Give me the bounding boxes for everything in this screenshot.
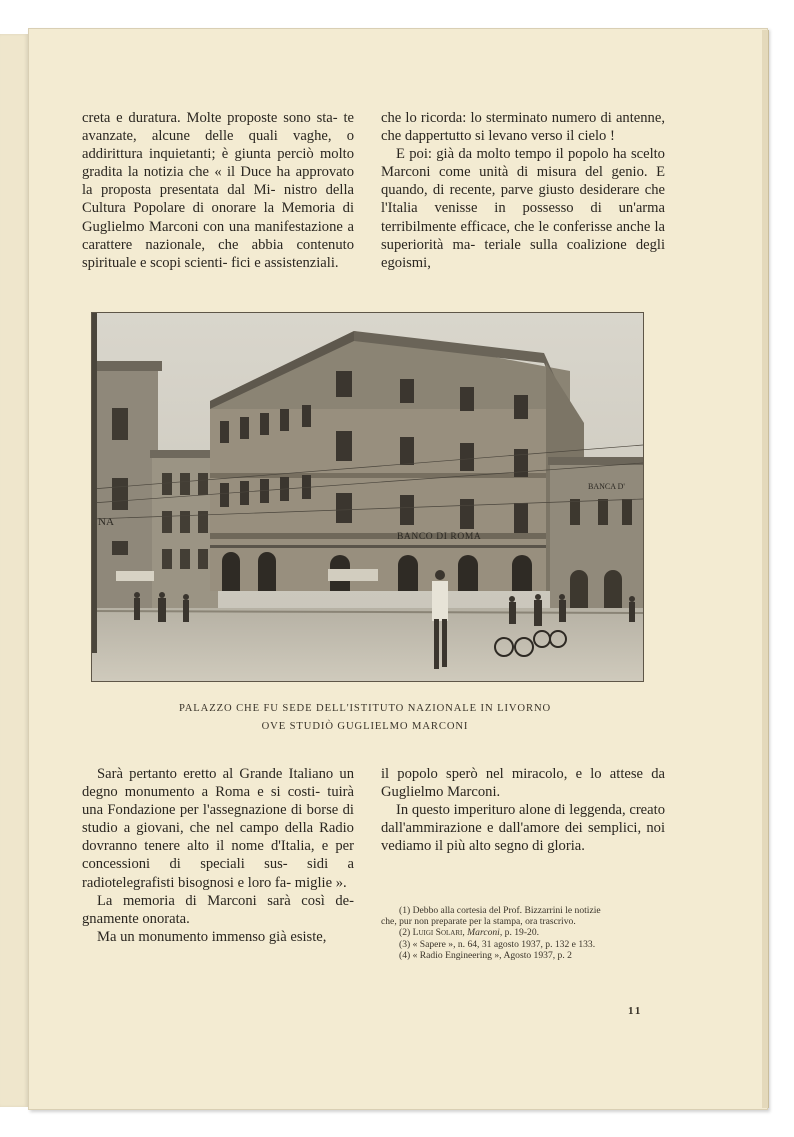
text-line: il popolo sperò nel miracolo, e lo attese <box>381 766 644 782</box>
text-line: gnamente onorata. <box>82 910 190 927</box>
text-line: E poi: già da molto tempo il popolo <box>396 146 609 163</box>
text-line: nistro della Cultura Popolare di onorare <box>82 182 354 217</box>
caption-line: OVE STUDIÒ GUGLIELMO MARCONI <box>261 721 469 732</box>
text-line: tuirà una Fondazione per l'assegnazione <box>82 784 355 819</box>
footnote-1: (1) Debbo alla cortesia del Prof. Bizzarrini le notizie <box>399 905 601 916</box>
paragraph <box>82 765 354 892</box>
text-line: ha scelto Marconi come unità di misura <box>381 146 665 181</box>
text-line: gloria. <box>547 838 585 855</box>
text-line: molto gradita la notizia che « il Duce ha <box>82 146 355 181</box>
text-column-bottom-left <box>82 765 354 946</box>
photo-caption <box>120 700 610 736</box>
paragraph <box>82 109 354 272</box>
text-line: del genio. E quando, di recente, parve <box>381 164 665 199</box>
footnote-author: Luigi Solari, <box>412 927 465 939</box>
footnote-3: (3) « Sapere », n. 64, 31 agosto 1937, p. 132 e 133. <box>399 938 596 950</box>
text-line: di borse di studio a giovani, che nel campo <box>82 802 354 837</box>
text-column-top-left <box>82 109 354 272</box>
paragraph <box>82 892 354 928</box>
text-line: giusto desiderare che l'Italia venisse in <box>381 182 665 217</box>
text-line: La memoria di Marconi sarà così de- <box>97 892 354 909</box>
paragraph <box>381 109 665 145</box>
text-line: antenne, che dappertutto si levano verso <box>381 110 665 145</box>
text-column-top-right <box>381 109 665 272</box>
text-line: creta e duratura. Molte proposte sono sta- <box>82 110 338 126</box>
page-number: 11 <box>628 1005 643 1017</box>
footnote-4: (4) « Radio Engineering », Agosto 1937, p. 2 <box>399 949 572 961</box>
footnotes <box>381 905 665 961</box>
text-line: d'Italia, e per concessioni di speciali sus- <box>82 838 354 873</box>
footnote-2 <box>381 927 665 938</box>
banco-di-roma-sign: BANCO DI ROMA <box>397 532 482 542</box>
text-line: teriale sulla coalizione degli egoismi, <box>381 236 666 271</box>
text-line: la Memoria di Guglielmo Marconi con una <box>82 200 354 235</box>
text-line: semplici, noi vediamo il più alto segno di <box>381 820 665 855</box>
text-line: della Radio dovranno tenere alto il nome <box>82 820 354 855</box>
text-line: da Guglielmo Marconi. <box>381 766 665 801</box>
text-line: miglie ». <box>294 874 347 891</box>
text-line: che le conferisse anche la superiorità ma- <box>381 218 665 253</box>
adjacent-page-edge <box>0 34 29 1107</box>
footnote-number: (2) <box>399 927 413 939</box>
paragraph <box>381 145 665 272</box>
footnote-title: Marconi, <box>467 927 503 939</box>
paragraph <box>82 928 354 946</box>
caption-line: PALAZZO CHE FU SEDE DELL'ISTITUTO NAZIONALE IN LIVORNO <box>178 703 552 714</box>
text-line: Sarà pertanto eretto al Grande Italiano <box>97 766 334 782</box>
text-line: manifestazione a carattere nazionale, che <box>82 218 354 253</box>
text-line: abbia contenuto spirituale e scopi scienti- <box>82 236 354 271</box>
footnote-1-continued: che, pur non preparate per la stampa, ora trascrivo. <box>381 916 576 928</box>
text-line: te avanzate, alcune delle quali vaghe, o <box>82 110 354 145</box>
palazzo-illustration <box>92 313 643 681</box>
text-line: approvato la proposta presentata dal Mi- <box>82 164 354 199</box>
text-line: un degno monumento a Roma e si costi- <box>82 766 354 801</box>
footnote-pages: p. 19-20. <box>502 927 540 939</box>
text-column-bottom-right <box>381 765 665 855</box>
text-line: Ma un monumento immenso già esiste, <box>97 928 327 945</box>
page-edge-shadow <box>762 30 769 1108</box>
partial-sign-left: NA <box>98 516 114 528</box>
text-line: fici e assistenziali. <box>231 254 339 271</box>
text-line: addirittura inquietanti; è giunta perciò <box>82 146 314 163</box>
text-line: sidi a radiotelegrafisti bisognosi e loro fa- <box>82 856 354 891</box>
text-line: il cielo ! <box>566 128 615 145</box>
text-line: creato dall'ammirazione e dall'amore dei <box>381 802 665 837</box>
building-photograph <box>91 312 644 682</box>
text-line: possesso di un'arma terribilmente efficace, <box>381 200 665 235</box>
paragraph <box>381 801 665 855</box>
banca-sign: BANCA D' <box>588 482 625 491</box>
text-line: che lo ricorda: lo sterminato numero di <box>381 110 612 126</box>
paragraph <box>381 765 665 801</box>
text-line: In questo imperituro alone di leggenda, <box>396 802 626 819</box>
